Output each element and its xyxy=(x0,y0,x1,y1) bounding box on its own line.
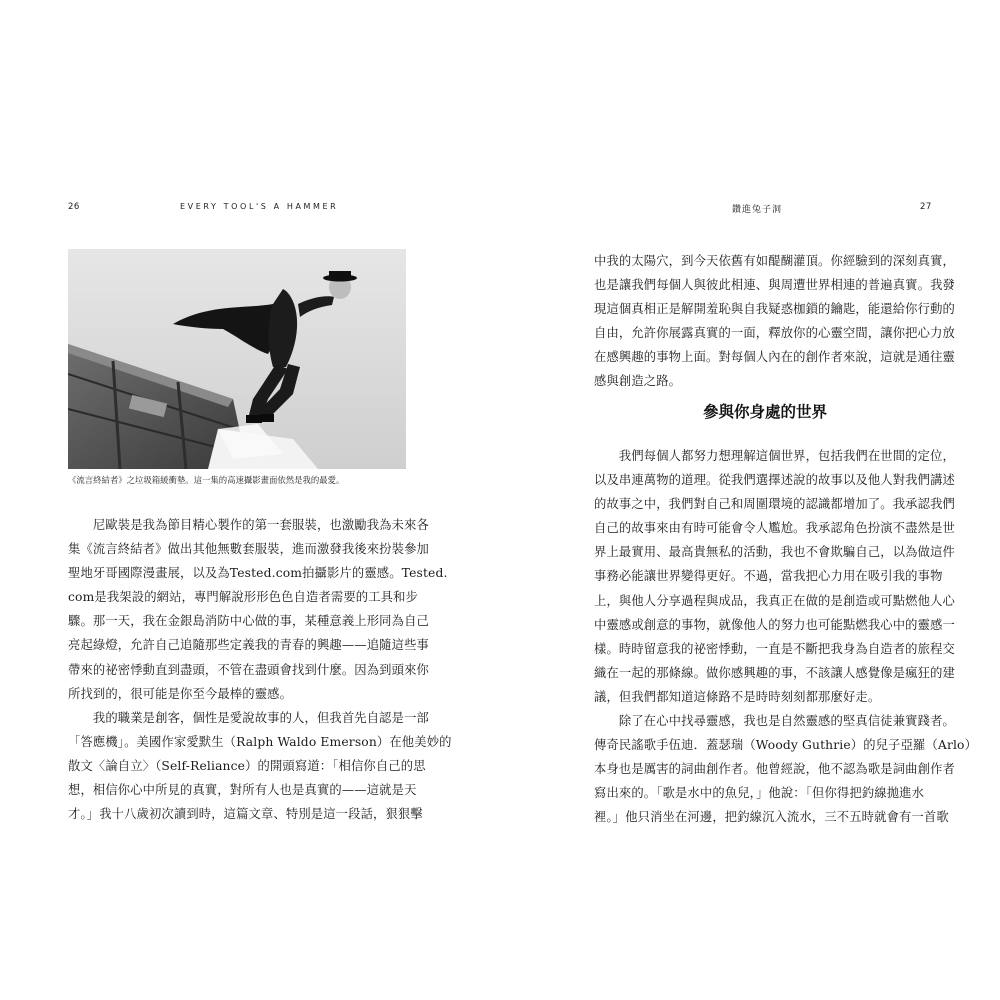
page-number: 26 xyxy=(68,202,80,212)
text-line: 我的職業是創客，個性是愛說故事的人，但我首先自認是一部 xyxy=(68,710,429,725)
text-line: 裡。」他只消坐在河邊，把釣線沉入流水，三不五時就會有一首歌 xyxy=(594,810,949,825)
text-line: 驟。那一天，我在金銀島消防中心做的事，某種意義上形同為自己 xyxy=(68,614,429,629)
text-line: 事務必能讓世界變得更好。不過，當我把心力用在吸引我的事物 xyxy=(594,569,943,584)
text-line: 界上最實用、最高貴無私的活動，我也不會欺騙自己，以為做這件 xyxy=(594,545,955,560)
text-line: 我們每個人都努力想理解這個世界，包括我們在世間的定位， xyxy=(594,449,955,463)
text-line: 中我的太陽穴，到今天依舊有如醍醐灌頂。你經驗到的深刻真實， xyxy=(594,254,955,268)
text-line: 在感興趣的事物上面。對每個人內在的創作者來說，這就是通往靈 xyxy=(594,350,955,365)
text-line: 聖地牙哥國際漫畫展，以及為Tested.com拍攝影片的靈感。Tested. xyxy=(68,566,448,581)
text-line: 議，但我們都知道這條路不是時時刻刻都那麼好走。 xyxy=(594,689,881,704)
body-text xyxy=(594,444,978,830)
text-line: 本身也是厲害的詞曲創作者。他曾經說，他不認為歌是詞曲創作者 xyxy=(594,762,955,777)
text-line: 也是讓我們每個人與彼此相連、與周遭世界相連的普遍真實。我發 xyxy=(594,278,955,293)
body-text xyxy=(594,249,955,394)
text-line: 帶來的祕密悸動直到盡頭，不管在盡頭會找到什麼。因為到頭來你 xyxy=(68,662,429,677)
photo-caption: 《流言終結者》之垃圾箱緩衝墊。這一集的高速攝影畫面依然是我的最愛。 xyxy=(68,475,345,485)
text-line: 上，與他人分享過程與成品，我真正在做的是創造或可點燃他人心 xyxy=(594,593,955,608)
text-line: 樣。時時留意我的祕密悸動，一直是不斷把我身為自造者的旅程交 xyxy=(594,641,955,656)
page-number: 27 xyxy=(920,202,932,212)
text-line: 的故事之中，我們對自己和周圍環境的認識都增加了。我承認我們 xyxy=(594,497,955,512)
text-line: com是我架設的網站，專門解說形形色色自造者需要的工具和步 xyxy=(68,590,419,605)
section-heading: 參與你身處的世界 xyxy=(702,403,827,421)
text-line: 除了在心中找尋靈感，我也是自然靈感的堅真信徒兼實踐者。 xyxy=(594,714,955,729)
text-line: 想，相信你心中所見的真實，對所有人也是真實的——這就是天 xyxy=(68,783,417,798)
running-head: EVERY TOOL'S A HAMMER xyxy=(180,202,339,211)
text-line: 傳奇民謠歌手伍迪．蓋瑟瑞（Woody Guthrie）的兒子亞羅（Arlo） xyxy=(594,738,978,753)
body-text xyxy=(68,513,452,826)
text-line: 感與創造之路。 xyxy=(594,374,682,389)
text-line: 所找到的，很可能是你至今最棒的靈感。 xyxy=(68,686,293,701)
costume-photo xyxy=(68,249,406,469)
photo-illustration xyxy=(68,249,406,469)
text-line: 集《流言終結者》做出其他無數套服裝，進而激發我後來扮裝參加 xyxy=(68,542,429,557)
running-head: 鑽進兔子洞 xyxy=(732,205,783,215)
text-line: 寫出來的。「歌是水中的魚兒，」他說：「但你得把釣線拋進水 xyxy=(594,786,925,801)
text-line: 「答應機」。美國作家愛默生（Ralph Waldo Emerson）在他美妙的 xyxy=(68,734,452,749)
text-line: 亮起綠燈，允許自己追隨那些定義我的青春的興趣——追隨這些事 xyxy=(68,638,429,653)
right-page xyxy=(500,0,1000,1000)
text-line: 尼歐裝是我為節目精心製作的第一套服裝，也激勵我為未來各 xyxy=(68,518,429,532)
text-line: 中靈感或創意的事物，就像他人的努力也可能點燃我心中的靈感一 xyxy=(594,617,955,632)
text-line: 自由，允許你展露真實的一面，釋放你的心靈空間，讓你把心力放 xyxy=(594,326,955,341)
text-line: 現這個真相正是解開羞恥與自我疑惑枷鎖的鑰匙，能還給你行動的 xyxy=(594,302,955,317)
text-line: 織在一起的那條線。做你感興趣的事，不該讓人感覺像是瘋狂的建 xyxy=(594,665,955,680)
text-line: 自己的故事來由有時可能會令人尷尬。我承認角色扮演不盡然是世 xyxy=(594,521,955,536)
text-line: 以及串連萬物的道理。從我們選擇述說的故事以及他人對我們講述 xyxy=(594,473,955,488)
text-line: 才。」我十八歲初次讀到時，這篇文章、特別是這一段話，狠狠擊 xyxy=(68,807,423,822)
text-line: 散文〈論自立〉（Self-Reliance）的開頭寫道：「相信你自己的思 xyxy=(68,758,426,773)
